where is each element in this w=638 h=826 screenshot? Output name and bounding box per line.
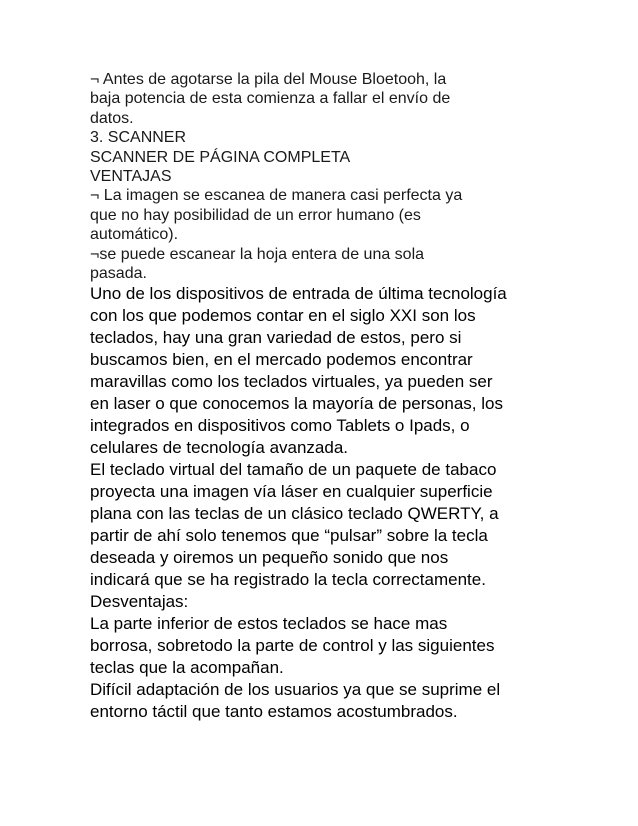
section-number-heading: 3. SCANNER xyxy=(90,129,187,147)
text-line: entorno táctil que tanto estamos acostumbrados. xyxy=(90,702,458,722)
text-line: teclados, hay una gran variedad de estos, pero si xyxy=(90,328,462,348)
text-line: maravillas como los teclados virtuales, ya pueden ser xyxy=(90,372,493,392)
document-page xyxy=(90,70,560,723)
text-line: en laser o que conocemos la mayoría de personas, los xyxy=(90,394,503,414)
text-line: con los que podemos contar en el siglo XXI son los xyxy=(90,306,476,326)
text-line: partir de ahí solo tenemos que “pulsar” sobre la tecla xyxy=(90,526,488,546)
text-line: integrados en dispositivos como Tablets o Ipads, o xyxy=(90,416,470,436)
teclados-section xyxy=(90,283,560,723)
section-subheading: SCANNER DE PÁGINA COMPLETA xyxy=(90,148,351,166)
text-line: plana con las teclas de un clásico teclado QWERTY, a xyxy=(90,504,499,524)
text-line: teclas que la acompañan. xyxy=(90,658,284,678)
text-line: La parte inferior de estos teclados se hace mas xyxy=(90,614,448,634)
text-line: datos. xyxy=(90,109,134,127)
text-line: El teclado virtual del tamaño de un paquete de tabaco xyxy=(90,460,497,480)
text-line: ¬ La imagen se escanea de manera casi perfecta ya xyxy=(90,187,463,205)
text-line: baja potencia de esta comienza a fallar el envío de xyxy=(90,90,451,108)
text-line: Uno de los dispositivos de entrada de última tecnología xyxy=(90,284,507,304)
ventajas-heading: VENTAJAS xyxy=(90,168,172,186)
text-line: ¬se puede escanear la hoja entera de una sola xyxy=(90,245,425,263)
text-line: Difícil adaptación de los usuarios ya que se suprime el xyxy=(90,680,501,700)
ventajas-section xyxy=(90,70,560,283)
text-line: que no hay posibilidad de un error humano (es xyxy=(90,206,421,224)
text-line: celulares de tecnología avanzada. xyxy=(90,438,349,458)
text-line: buscamos bien, en el mercado podemos encontrar xyxy=(90,350,473,370)
text-line: proyecta una imagen vía láser en cualquier superficie xyxy=(90,482,493,502)
text-line: deseada y oiremos un pequeño sonido que nos xyxy=(90,548,449,568)
text-line: borrosa, sobretodo la parte de control y las siguientes xyxy=(90,636,495,656)
text-line: ¬ Antes de agotarse la pila del Mouse Bloetooh, la xyxy=(90,71,447,88)
text-line: indicará que se ha registrado la tecla correctamente. xyxy=(90,570,486,590)
text-line: automático). xyxy=(90,226,179,244)
text-line: pasada. xyxy=(90,265,147,283)
desventajas-heading: Desventajas: xyxy=(90,592,189,612)
